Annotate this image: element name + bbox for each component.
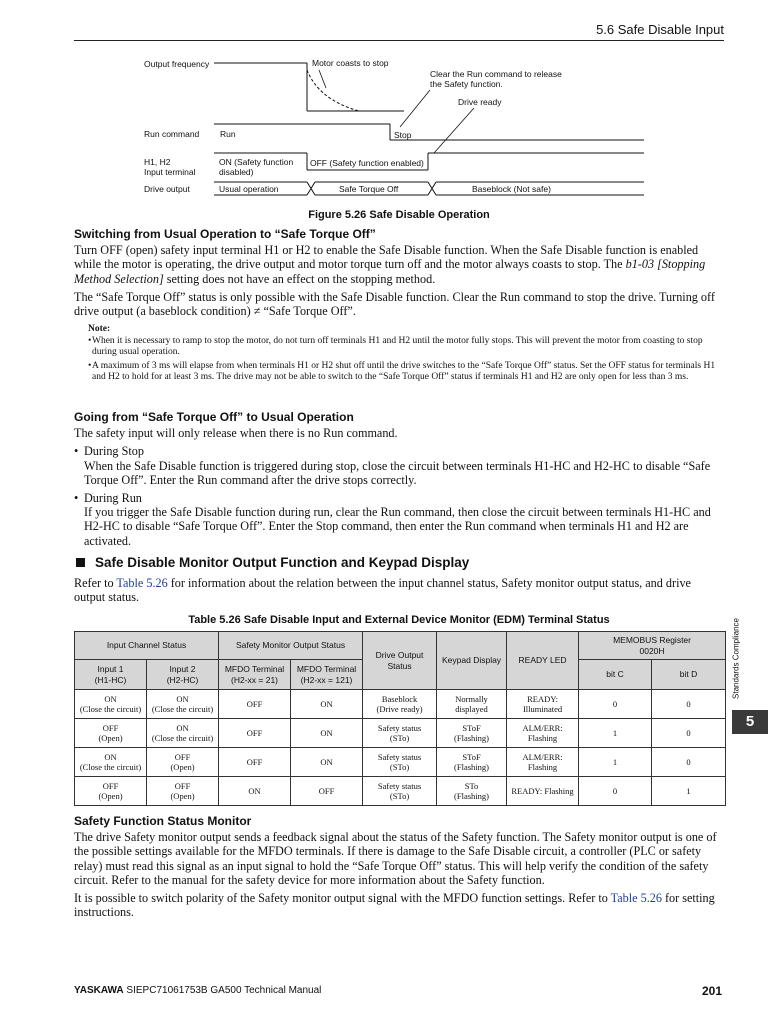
cell-keypad: SToF [462, 722, 481, 733]
cell-bit-d: 0 [652, 690, 726, 719]
label-run: Run [220, 129, 236, 139]
note-title: Note: [88, 324, 111, 335]
header-drive-output: Drive Output Status [363, 632, 437, 690]
heading-monitor-output [74, 556, 724, 570]
note-text: When it is necessary to ramp to stop the motor, do not turn off terminals H1 and H2 until the motor fully stops. This will prevent the motor from coasting to stop during usual operation. [92, 335, 703, 358]
cell-input1: OFF [102, 780, 119, 791]
cell-ready-led-sub: Flashing [527, 733, 558, 743]
header-rule [74, 40, 724, 41]
table-5-26-link[interactable]: Table 5.26 [610, 891, 662, 906]
notes-block [74, 324, 724, 384]
footer-doc: SIEPC71061753B GA500 Technical Manual [123, 985, 322, 996]
header-safety-monitor: Safety Monitor Output Status [219, 632, 363, 660]
cell-keypad: STo [464, 780, 479, 791]
cell-mfdo-121: ON [291, 748, 363, 777]
cell-ready-led: READY: Flashing [511, 785, 574, 796]
cell-bit-c: 1 [579, 719, 652, 748]
header-line: MFDO Terminal [224, 663, 285, 674]
cell-drive-output-sub: (Drive ready) [376, 704, 423, 714]
header-memobus [579, 632, 726, 660]
heading-sto-to-usual: Going from “Safe Torque Off” to Usual Operation [74, 410, 354, 424]
header-line: Input 1 [97, 663, 124, 674]
cell-input2: OFF [174, 780, 191, 791]
table-row [75, 690, 726, 719]
label-output-frequency: Output frequency [144, 59, 210, 69]
drive-ready-pointer [434, 108, 474, 153]
cell-ready-led-sub: Flashing [527, 762, 558, 772]
page-number: 201 [701, 984, 722, 998]
cell-ready-led: ALM/ERR: [522, 722, 563, 733]
label-drive-output: Drive output [144, 184, 190, 194]
paragraph-sto-status: The “Safe Torque Off” status is only possible with the Safe Disable function. Clear the Run command to stop the drive. Turning off drive output (a baseblock condition) ≠ “Safe Torque Off”. [74, 289, 715, 319]
bullet-body-during-stop: When the Safe Disable function is triggered during stop, close the circuit between terminals H1-HC and H2-HC to disable “Safe Torque Off”. Enter the Run command after the drive stops correctly. [84, 458, 711, 487]
header-line: (H1-HC) [94, 674, 127, 685]
label-h1h2-1: H1, H2 [144, 157, 171, 167]
motor-coasts-pointer [319, 70, 326, 88]
header-mfdo-121 [291, 660, 363, 690]
cell-drive-output-sub: (STo) [389, 762, 410, 772]
cell-drive-output-sub: (STo) [389, 733, 410, 743]
note-item: • A maximum of 3 ms will elapse from when terminals H1 or H2 shut off until the drive switches to the “Safe Torque Off” status. Set the OFF status for terminals H1 and H2 to hold for at least 3 ms. The drive may not be able to switch to the “Safe Torque Off” status if terminals H1 and H2 are only open for less than 3 ms. [88, 360, 716, 383]
table-5-26-link[interactable]: Table 5.26 [116, 576, 168, 591]
section-switching-to-sto [74, 227, 724, 384]
figure-caption: Figure 5.26 Safe Disable Operation [308, 209, 490, 221]
parameter-reference: b1-03 [Stopping Method Selection] [74, 257, 706, 286]
header-mfdo-21 [219, 660, 291, 690]
table-caption: Table 5.26 Safe Disable Input and External Device Monitor (EDM) Terminal Status [188, 614, 610, 626]
paragraph-text: setting does not have an effect on the stopping method. [163, 271, 436, 286]
cell-input1-sub: (Open) [98, 791, 123, 801]
header-keypad: Keypad Display [437, 632, 507, 690]
label-off-safety: OFF (Safety function enabled) [310, 158, 424, 168]
paragraph-text: for setting instructions. [74, 891, 715, 920]
header-line: (H2-xx = 21) [231, 674, 279, 685]
header-bit-d: bit D [652, 660, 726, 690]
header-memobus-line1: MEMOBUS Register [613, 634, 691, 645]
cell-mfdo-121: ON [291, 690, 363, 719]
cell-bit-d: 1 [652, 777, 726, 806]
cell-input1: ON [104, 693, 117, 704]
label-clear-run-2: the Safety function. [430, 79, 503, 89]
header-line: Input 2 [169, 663, 196, 674]
header-input1 [75, 660, 147, 690]
label-stop: Stop [394, 130, 412, 140]
paragraph-release: The safety input will only release when there is no Run command. [74, 426, 398, 441]
paragraph-monitor-output: The drive Safety monitor output sends a feedback signal about the status of the Safety function. The Safety monitor output is one of the possible settings available for the MFDO terminals. If there is damage to the Safe Disable circuit, a controller (PLC or safety relay) must read this signal as an input signal to hold the “Safe Torque Off” status. This will help verify the condition of the safety circuit. Refer to the manual for the safety device for more information about the Safety function. [74, 830, 717, 887]
table-row [75, 719, 726, 748]
header-input-channel: Input Channel Status [75, 632, 219, 660]
coast-curve [307, 70, 359, 111]
cell-drive-output: Baseblock [381, 693, 418, 704]
cell-drive-output-sub: (STo) [389, 791, 410, 801]
cell-keypad: SToF [462, 751, 481, 762]
cell-drive-output: Safety status [377, 751, 422, 762]
bullet-during-run: • During Run [74, 491, 142, 506]
cell-input2-sub: (Open) [170, 762, 195, 772]
label-clear-run-1: Clear the Run command to release [430, 69, 562, 79]
paragraph-refer-table [74, 576, 724, 604]
cell-keypad: Normally [455, 693, 488, 704]
header-bit-c: bit C [579, 660, 652, 690]
cell-input1-sub: (Open) [98, 733, 123, 743]
section-status-monitor [74, 814, 724, 919]
cell-input2-sub: (Close the circuit) [151, 704, 214, 714]
cell-mfdo-21: ON [219, 777, 291, 806]
cell-mfdo-21: OFF [219, 690, 291, 719]
footer-brand: YASKAWA [74, 985, 124, 996]
drv-cross-1 [307, 182, 315, 195]
header-line: MFDO Terminal [296, 663, 357, 674]
cell-keypad-sub: displayed [455, 704, 488, 714]
header-ready-led: READY LED [507, 632, 579, 690]
cell-input1: OFF [102, 722, 119, 733]
cell-input1-sub: (Close the circuit) [79, 762, 142, 772]
section-header-title: 5.6 Safe Disable Input [596, 22, 724, 37]
note-text: A maximum of 3 ms will elapse from when terminals H1 or H2 shut off until the drive switches to the “Safe Torque Off” status. Set the OFF status for terminals H1 and H2 to hold for at least 3 ms. The drive may not be able to switch to the “Safe Torque Off” status if terminals H1 and H2 are only open for less than 3 ms. [92, 360, 716, 383]
cell-keypad-sub: (Flashing) [454, 762, 489, 772]
cell-input2: ON [176, 693, 189, 704]
cell-bit-c: 1 [579, 748, 652, 777]
cell-keypad-sub: (Flashing) [454, 733, 489, 743]
cell-input2: OFF [174, 751, 191, 762]
cell-input2: ON [176, 722, 189, 733]
bullet-body-during-run: If you trigger the Safe Disable function during run, clear the Run command, then close the circuit between terminals H1-HC and H2-HC to disable “Safe Torque Off”. Enter the Stop command, then enter the Run command when terminals H1 and H2 are activated. [84, 505, 711, 548]
cell-bit-c: 0 [579, 690, 652, 719]
label-safe-torque-off: Safe Torque Off [339, 184, 399, 194]
note-item: • When it is necessary to ramp to stop the motor, do not turn off terminals H1 and H2 until the motor fully stops. This will prevent the motor from coasting to stop during usual operation. [88, 335, 703, 358]
heading-switching-to-sto: Switching from Usual Operation to “Safe Torque Off” [74, 227, 376, 241]
label-on-safety-1: ON (Safety function [219, 157, 294, 167]
cell-ready-led-sub: Illuminated [522, 704, 563, 714]
cell-bit-d: 0 [652, 748, 726, 777]
section-sto-to-usual [74, 410, 724, 548]
label-usual-operation: Usual operation [219, 184, 279, 194]
header-line: (H2-HC) [166, 674, 199, 685]
side-chapter-label [724, 610, 744, 710]
cell-mfdo-121: ON [291, 719, 363, 748]
page-footer [74, 985, 724, 996]
paragraph-text: It is possible to switch polarity of the Safety monitor output signal with the MFDO function settings. Refer to [74, 891, 611, 906]
paragraph-safe-disable-intro [74, 243, 724, 286]
header-input2 [147, 660, 219, 690]
cell-bit-c: 0 [579, 777, 652, 806]
label-drive-ready: Drive ready [458, 97, 502, 107]
cell-input1: ON [104, 751, 117, 762]
bullet-during-stop: • During Stop [74, 444, 144, 459]
section-monitor-output [74, 556, 724, 605]
label-on-safety-2: disabled) [219, 167, 254, 177]
paragraph-text: Turn OFF (open) safety input terminal H1 or H2 to enable the Safe Disable function. When the Safe Disable function is enabled while the motor is operating, the drive output and motor torque turn off and the motor always coasts to stop. The [74, 243, 699, 272]
paragraph-polarity [74, 891, 724, 919]
label-motor-coasts: Motor coasts to stop [312, 58, 389, 68]
bullet-title: During Run [84, 491, 142, 506]
safe-disable-timing-diagram [74, 50, 724, 205]
clear-run-pointer [400, 90, 430, 127]
paragraph-text: Refer to [74, 576, 117, 591]
cell-mfdo-21: OFF [219, 719, 291, 748]
cell-keypad-sub: (Flashing) [454, 791, 489, 801]
heading-text: Safe Disable Monitor Output Function and Keypad Display [95, 555, 470, 570]
label-baseblock: Baseblock (Not safe) [472, 184, 551, 194]
chapter-tab[interactable]: 5 [732, 710, 768, 734]
square-bullet-icon [76, 558, 85, 567]
cell-mfdo-21: OFF [219, 748, 291, 777]
cell-drive-output: Safety status [377, 722, 422, 733]
table-row [75, 777, 726, 806]
header-line: (H2-xx = 121) [300, 674, 353, 685]
heading-status-monitor: Safety Function Status Monitor [74, 814, 252, 828]
label-run-command: Run command [144, 129, 200, 139]
cell-ready-led: ALM/ERR: [522, 751, 563, 762]
cell-input1-sub: (Close the circuit) [79, 704, 142, 714]
edm-status-table [74, 631, 726, 806]
cell-input2-sub: (Close the circuit) [151, 733, 214, 743]
bullet-title: During Stop [84, 444, 144, 459]
header-memobus-line2: 0020H [639, 645, 665, 656]
table-row [75, 748, 726, 777]
label-h1h2-2: Input terminal [144, 167, 196, 177]
cell-drive-output: Safety status [377, 780, 422, 791]
cell-ready-led: READY: [527, 693, 558, 704]
paragraph-text: for information about the relation between the input channel status, Safety monitor output status, and drive output status. [74, 576, 691, 605]
cell-bit-d: 0 [652, 719, 726, 748]
cell-mfdo-121: OFF [291, 777, 363, 806]
side-label-text: Standards Compliance [731, 618, 741, 699]
cell-input2-sub: (Open) [170, 791, 195, 801]
drv-cross-2 [428, 182, 436, 195]
